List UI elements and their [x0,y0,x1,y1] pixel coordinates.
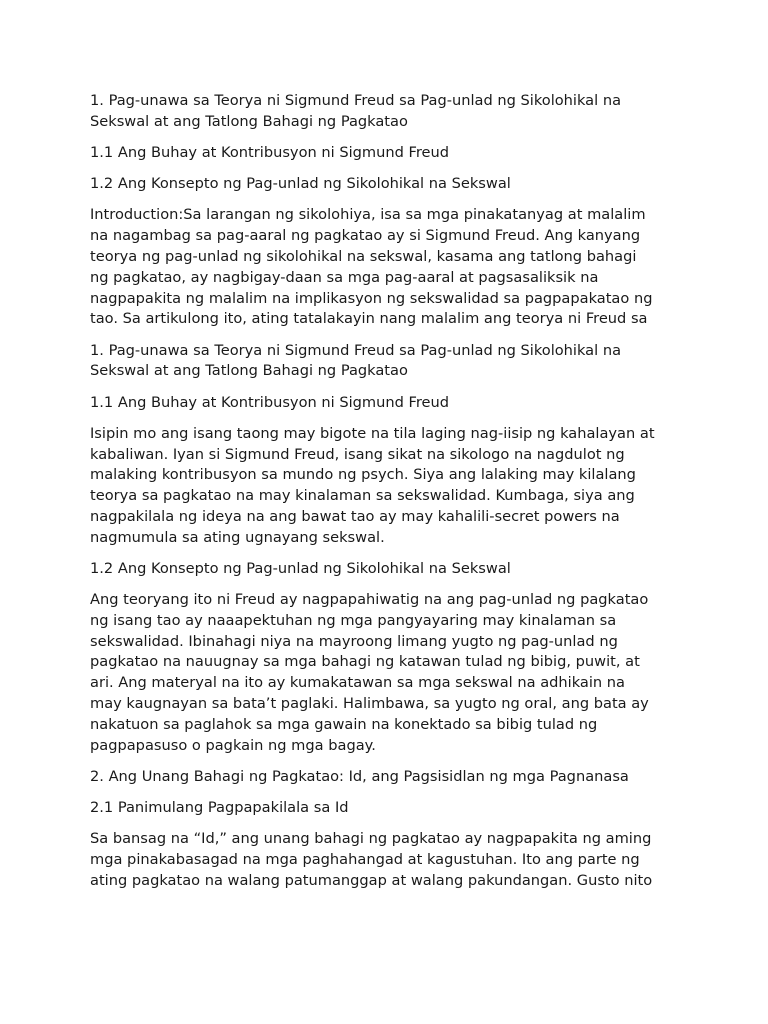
subsection-heading: 1.1 Ang Buhay at Kontribusyon ni Sigmund Freud [90,393,450,411]
introduction-paragraph: Introduction:Sa larangan ng sikolohiya, isa sa mga pinakatanyag at malalim na nagambag sa pag-aaral ng pagkatao ay si Sigmund Freud. Ang kanyang teorya ng pag-unlad ng sikolohikal na sekswal, kasama ang tatlong bahagi ng pagkatao, ay nagbigay-daan sa mga pag-aaral at pagsasaliksik na nagpapakita ng malalim na implikasyon ng sekswalidad sa pagpapakatao ng tao. Sa artikulong ito, ating tatalakayin nang malalim ang teorya ni Freud sa [90,206,653,328]
document-page [90,91,690,902]
body-paragraph: Ang teoryang ito ni Freud ay nagpapahiwatig na ang pag-unlad ng pagkatao ng isang tao ay naaapektuhan ng mga pangyayaring may kinalaman sa sekswalidad. Ibinahagi niya na mayroong limang yugto ng pag-unlad ng pagkatao na nauugnay sa mga bahagi ng katawan tulad ng bibig, puwit, at ari. Ang materyal na ito ay kumakatawan sa mga sekswal na adhikain na may kaugnayan sa bata’t paglaki. Halimbawa, sa yugto ng oral, ang bata ay nakatuon sa paglahok sa mga gawain na konektado sa bibig tulad ng pagpapasuso o pagkain ng mga bagay. [90,591,649,754]
subsection-heading: 1.2 Ang Konsepto ng Pag-unlad ng Sikolohikal na Sekswal [90,175,511,193]
section-heading: 1. Pag-unawa sa Teorya ni Sigmund Freud sa Pag-unlad ng Sikolohikal na Sekswal at ang Tatlong Bahagi ng Pagkatao [90,341,622,380]
body-paragraph: Sa bansag na “Id,” ang unang bahagi ng pagkatao ay nagpapakita ng aming mga pinakabasagad na mga paghahangad at kagustuhan. Ito ang parte ng ating pagkatao na walang patumanggap at walang pakundangan. Gusto nito [90,830,653,889]
subsection-heading: 1.1 Ang Buhay at Kontribusyon ni Sigmund Freud [90,143,450,161]
subsection-heading: 2.1 Panimulang Pagpapakilala sa Id [90,799,349,817]
section-heading: 1. Pag-unawa sa Teorya ni Sigmund Freud sa Pag-unlad ng Sikolohikal na Sekswal at ang Tatlong Bahagi ng Pagkatao [90,92,622,130]
subsection-heading: 1.2 Ang Konsepto ng Pag-unlad ng Sikolohikal na Sekswal [90,559,511,577]
section-heading: 2. Ang Unang Bahagi ng Pagkatao: Id, ang Pagsisidlan ng mga Pagnanasa [90,767,629,785]
body-paragraph: Isipin mo ang isang taong may bigote na tila laging nag-iisip ng kahalayan at kabaliwan. Iyan si Sigmund Freud, isang sikat na sikologo na nagdulot ng malaking kontribusyon sa mundo ng psych. Siya ang lalaking may kilalang teorya sa pagkatao na may kinalaman sa sekswalidad. Kumbaga, siya ang nagpakilala ng ideya na ang bawat tao ay may kahalili-secret powers na nagmumula sa ating ugnayang sekswal. [90,424,655,546]
